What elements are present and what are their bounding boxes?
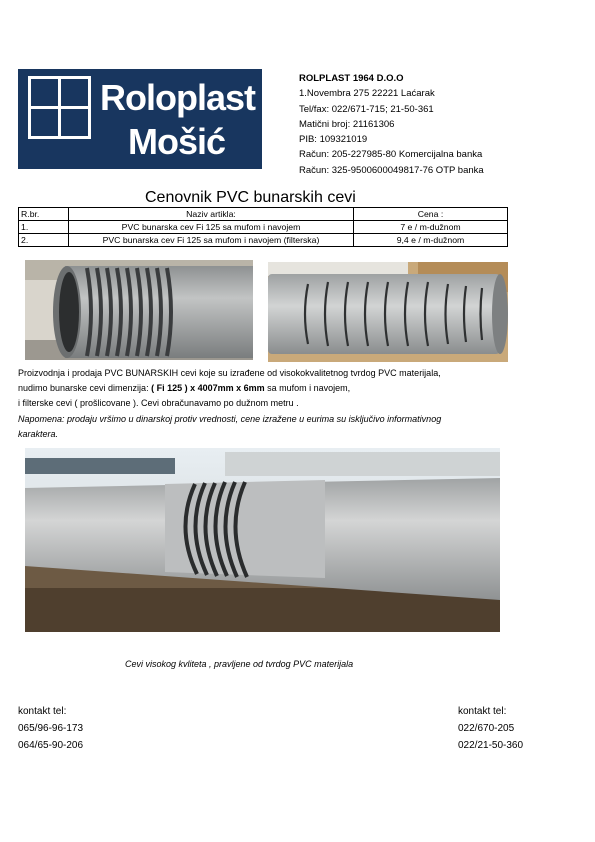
pipe-coupling-photo: [25, 448, 500, 632]
contact-phone: 022/21-50-360: [458, 740, 524, 751]
company-account2: Račun: 325-9500600049817-76 OTP banka: [299, 164, 484, 176]
description-p1-end: sa mufom i navojem,: [264, 383, 351, 394]
filter-pipe-photo: [268, 262, 508, 362]
table-row: [19, 221, 508, 234]
description-p2: i filterske cevi ( prošlicovane ). Cevi obračunavamo po dužnom metru .: [18, 398, 299, 409]
note-text: prodaju vršimo u dinarskoj protiv vrednosti, cene izražene u eurima su isključivo informativnog karaktera.: [18, 413, 442, 439]
contact-right: [458, 703, 523, 754]
logo-line2: Mošić: [128, 121, 226, 162]
description-text: [18, 366, 458, 442]
contact-phone: 064/65-90-206: [18, 740, 84, 751]
description-p1: Proizvodnja i prodaja PVC BUNARSKIH cevi koje su izrađene od visokokvalitetnog tvrdog PVC materijala, nudimo bunarske cevi dimenzija:: [18, 368, 441, 394]
company-account1: Račun: 205-227985-80 Komercijalna banka: [299, 149, 483, 161]
company-name: ROLPLAST 1964 D.O.O: [299, 73, 404, 84]
company-logo: [18, 69, 262, 169]
table-cell: 2.: [19, 234, 69, 247]
header-cell: R.br.: [19, 208, 69, 221]
pipe-thread-photo: [25, 260, 253, 360]
contact-phone: 022/670-205: [458, 723, 515, 734]
window-icon: [28, 76, 91, 139]
header-cell: Naziv artikla:: [69, 208, 354, 221]
photo-caption: Cevi visokog kvliteta , pravljene od tvrdog PVC materijala: [125, 659, 354, 669]
description-dimensions: ( Fi 125 ) x 4007mm x 6mm: [151, 383, 265, 394]
table-cell: PVC bunarska cev Fi 125 sa mufom i navojem (filterska): [69, 234, 354, 247]
table-header-row: [19, 208, 508, 221]
contact-phone: 065/96-96-173: [18, 723, 84, 734]
page-title: Cenovnik PVC bunarskih cevi: [145, 189, 356, 206]
table-row: [19, 234, 508, 247]
company-mb: Matični broj: 21161306: [299, 118, 395, 130]
table-cell: 9,4 e / m-dužnom: [354, 234, 508, 247]
contact-label: kontakt tel:: [458, 706, 507, 717]
header-cell: Cena :: [354, 208, 508, 221]
company-info: [299, 71, 484, 178]
table-cell: 1.: [19, 221, 69, 234]
note-label: Napomena:: [18, 413, 65, 424]
table-cell: 7 e / m-dužnom: [354, 221, 508, 234]
contact-left: [18, 703, 83, 754]
logo-line1: Roloplast: [100, 77, 256, 118]
price-table: [18, 207, 508, 247]
contact-label: kontakt tel:: [18, 706, 67, 717]
table-cell: PVC bunarska cev Fi 125 sa mufom i navojem: [69, 221, 354, 234]
company-phone: Tel/fax: 022/671-715; 21-50-361: [299, 103, 434, 115]
company-pib: PIB: 109321019: [299, 134, 368, 146]
company-address: 1.Novembra 275 22221 Laćarak: [299, 88, 435, 100]
